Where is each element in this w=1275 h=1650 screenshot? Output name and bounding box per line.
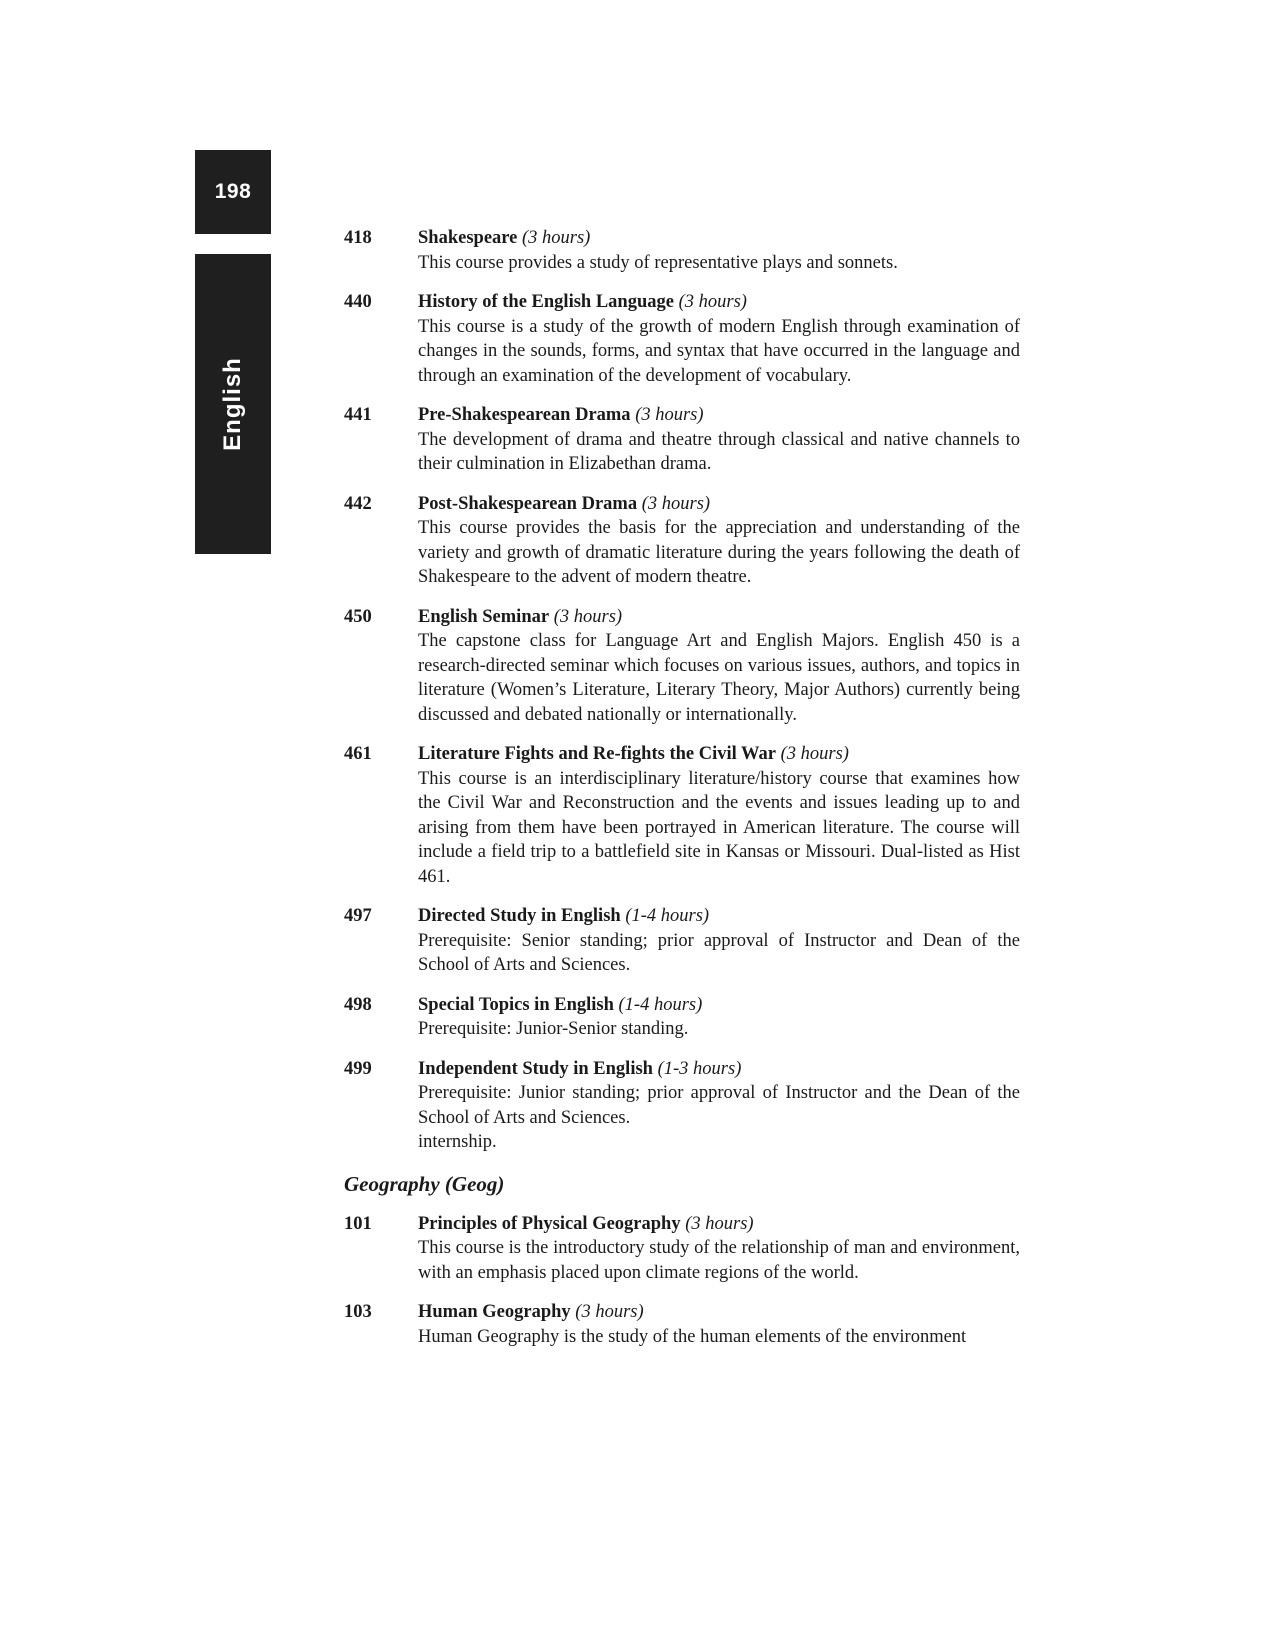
course-entry: [344, 403, 1020, 477]
course-entry: [344, 290, 1020, 388]
course-number: 499: [344, 1058, 372, 1079]
course-title: Shakespeare: [418, 228, 518, 248]
page-number-tab: [195, 150, 271, 234]
course-hours: (3 hours): [522, 228, 591, 248]
course-description-line: The capstone class for Language Art and English Majors. English 450 is a research-directed seminar which focuses on various issues, authors, and topics in literature (Women’s Literature, Literary Theory, Major Authors) currently being discussed and debated nationally or internationally.: [418, 631, 1020, 725]
course-body: [418, 290, 1020, 388]
course-heading: [418, 605, 1020, 630]
course-heading: [418, 993, 1020, 1018]
course-description-line: This course is a study of the growth of modern English through examination of changes in the sounds, forms, and syntax that have occurred in the language and through an examination of the development of vocabulary.: [418, 316, 1020, 386]
course-heading: [418, 290, 1020, 315]
course-number: 441: [344, 405, 372, 425]
course-entry: [344, 904, 1020, 978]
course-title: Directed Study in English: [418, 906, 621, 926]
course-description: [418, 1081, 1020, 1155]
course-body: [418, 226, 1020, 275]
course-heading: [418, 1300, 1020, 1325]
course-title: Literature Fights and Re-fights the Civil War: [418, 744, 776, 764]
course-description-line: This course is the introductory study of the relationship of man and environment, with an emphasis placed upon climate regions of the world.: [418, 1238, 1020, 1283]
course-hours: (3 hours): [678, 292, 747, 312]
course-title: Post-Shakespearean Drama: [418, 493, 638, 514]
course-entry: [344, 742, 1020, 889]
course-body: [418, 1212, 1020, 1286]
course-entry: [344, 226, 1020, 275]
english-course-list: [344, 226, 1020, 1155]
section-tab: [195, 254, 271, 554]
course-body: [418, 1057, 1020, 1155]
course-description: [418, 428, 1020, 477]
course-entry: [344, 605, 1020, 728]
course-entry: [344, 1057, 1020, 1155]
course-number: 418: [344, 228, 372, 248]
course-number: 450: [344, 606, 372, 627]
course-heading: [418, 492, 1020, 517]
course-description: [418, 251, 1020, 276]
course-description-line: This course provides the basis for the appreciation and understanding of the variety and growth of dramatic literature during the years following the death of Shakespeare to the advent of modern theatre.: [418, 518, 1020, 587]
geography-course-list: [344, 1212, 1020, 1350]
course-entry: [344, 1212, 1020, 1286]
course-heading: [418, 904, 1020, 929]
course-heading: [418, 1057, 1020, 1082]
course-body: [418, 904, 1020, 978]
course-hours: (3 hours): [685, 1213, 754, 1234]
course-hours: (3 hours): [780, 744, 849, 764]
course-description: [418, 1325, 1020, 1350]
course-description-line: Human Geography is the study of the human elements of the environment: [418, 1326, 967, 1347]
course-heading: [418, 1212, 1020, 1237]
course-description: [418, 1236, 1020, 1285]
course-description: [418, 629, 1020, 727]
course-body: [418, 1300, 1020, 1349]
course-body: [418, 605, 1020, 728]
course-body: [418, 993, 1020, 1042]
course-hours: (3 hours): [641, 493, 711, 514]
section-heading-geography: Geography (Geog): [344, 1171, 505, 1196]
course-title: Principles of Physical Geography: [418, 1213, 681, 1234]
course-title: Independent Study in English: [418, 1058, 653, 1079]
course-description-line: This course is an interdisciplinary literature/history course that examines how the Civil War and Reconstruction and the events and issues leading up to and arising from them have been portrayed in American literature. The course will include a field trip to a battlefield site in Kansas or Missouri. Dual-listed as Hist 461.: [418, 768, 1020, 887]
course-title: Special Topics in English: [418, 994, 614, 1015]
section-tab-label: English: [219, 357, 246, 451]
course-heading: [418, 403, 1020, 428]
course-description: [418, 315, 1020, 389]
course-body: [418, 492, 1020, 590]
course-heading: [418, 742, 1020, 767]
course-body: [418, 742, 1020, 889]
course-description: [418, 767, 1020, 890]
course-number: 440: [344, 292, 372, 312]
course-body: [418, 403, 1020, 477]
course-entry: [344, 1300, 1020, 1349]
course-hours: (1-4 hours): [625, 906, 710, 926]
course-description-line: internship.: [418, 1132, 497, 1152]
course-hours: (1-4 hours): [618, 994, 703, 1015]
course-title: Pre-Shakespearean Drama: [418, 405, 631, 425]
course-title: English Seminar: [418, 606, 550, 627]
course-heading: [418, 226, 1020, 251]
course-description-line: The development of drama and theatre through classical and native channels to their culmination in Elizabethan drama.: [418, 429, 1020, 474]
course-description: [418, 516, 1020, 590]
course-number: 442: [344, 493, 372, 514]
course-description: [418, 929, 1020, 978]
course-number: 461: [344, 744, 372, 764]
course-description-line: Prerequisite: Junior-Senior standing.: [418, 1019, 689, 1039]
course-number: 497: [344, 906, 372, 926]
course-title: History of the English Language: [418, 292, 674, 312]
course-description-line: This course provides a study of representative plays and sonnets.: [418, 252, 898, 273]
course-hours: (3 hours): [575, 1302, 644, 1322]
course-number: 103: [344, 1302, 372, 1322]
course-number: 498: [344, 994, 372, 1015]
course-hours: (1-3 hours): [657, 1058, 742, 1079]
course-number: 101: [344, 1213, 372, 1234]
course-description-line: Prerequisite: Senior standing; prior approval of Instructor and Dean of the School of Arts and Sciences.: [418, 930, 1020, 975]
course-listing: [344, 226, 1020, 1364]
course-description: [418, 1017, 1020, 1042]
course-hours: (3 hours): [553, 606, 623, 627]
course-entry: [344, 993, 1020, 1042]
page-number: 198: [214, 180, 252, 203]
course-title: Human Geography: [418, 1302, 571, 1322]
course-description-line: Prerequisite: Junior standing; prior approval of Instructor and the Dean of the School of Arts and Sciences.: [418, 1083, 1020, 1128]
course-hours: (3 hours): [635, 405, 704, 425]
course-entry: [344, 492, 1020, 590]
